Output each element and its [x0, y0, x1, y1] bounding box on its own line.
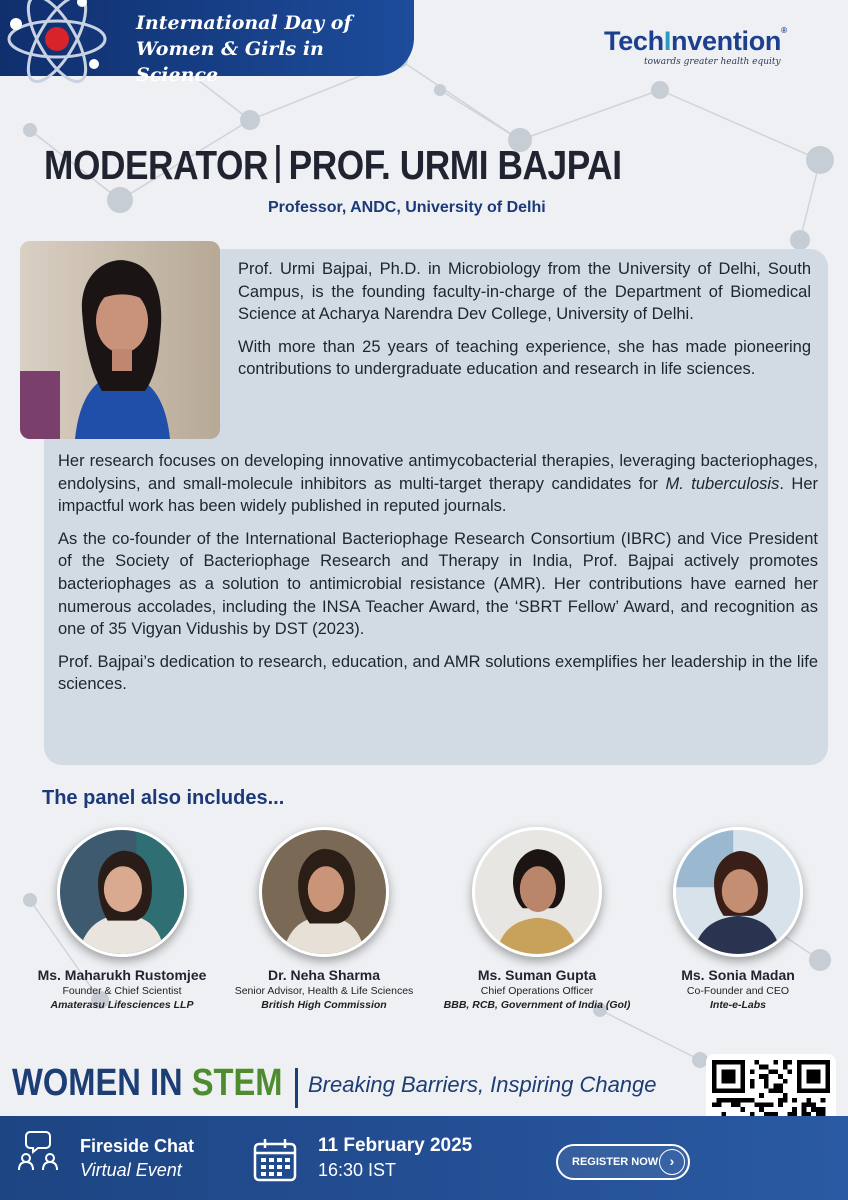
bio-block-bottom: [58, 450, 818, 706]
techinvention-logo: [604, 26, 804, 80]
logo-text-part2: nvention: [671, 26, 782, 56]
tagline-divider: [295, 1068, 298, 1108]
bio-text: . Her impactful work has been widely published in reputed journals.: [58, 474, 818, 516]
panelist-card: [27, 827, 217, 1011]
moderator-name: PROF. URMI BAJPAI: [288, 142, 622, 188]
bio-text: Her research focuses on developing innovative antimycobacterial therapies, leveraging bacteriophages, endolysins, and small-molecule inhibitors as multi-target therapy candidates for: [58, 452, 818, 493]
title-divider: [277, 145, 280, 183]
chevron-right-icon: ›: [659, 1149, 685, 1175]
event-footer: [0, 1116, 848, 1200]
avatar: [472, 827, 602, 957]
panelist-card: [643, 827, 833, 1011]
bio-paragraph: As the co-founder of the International Bacteriophage Research Consortium (IBRC) and Vice President of the Society of Bacteriophage Research and Therapy in India, Prof. Bajpai actively promotes bacteriophages as a solution to antimicrobial resistance (AMR). Her contributions have earned her numerous accolades, including the INSA Teacher Award, the ‘SBRT Fellow’ Award, and recognition as one of 35 Vigyan Vidushis by DST (2023).: [58, 529, 818, 639]
stem-title: [12, 1062, 283, 1105]
logo-text-part1: Tech: [604, 26, 664, 56]
calendar-icon: [252, 1137, 298, 1183]
panelist-card: [442, 827, 632, 1011]
event-type: Virtual Event: [80, 1160, 182, 1180]
moderator-label: MODERATOR: [44, 142, 269, 188]
panelist-org: British High Commission: [261, 999, 387, 1011]
panelist-card: [229, 827, 419, 1011]
women-in-stem-tagline: [12, 1062, 657, 1105]
banner-title-line1: International Day of: [136, 12, 352, 34]
panelist-role: Co-Founder and CEO: [686, 985, 790, 997]
bio-block-top: [238, 258, 811, 391]
event-banner-title: [136, 10, 406, 88]
logo-registered-mark: ®: [781, 26, 787, 35]
stem-subtitle: Breaking Barriers, Inspiring Change: [308, 1072, 657, 1097]
logo-tagline: towards greater health equity: [644, 57, 781, 67]
avatar: [673, 827, 803, 957]
avatar: [259, 827, 389, 957]
panelist-name: Ms. Suman Gupta: [477, 967, 597, 983]
logo-i-mark: I: [663, 26, 672, 56]
panelist-role: Founder & Chief Scientist: [62, 985, 182, 997]
bio-paragraph: Prof. Bajpai’s dedication to research, education, and AMR solutions exemplifies her leadership in the life sciences.: [58, 652, 818, 694]
moderator-heading: [44, 142, 622, 192]
panelist-name: Ms. Sonia Madan: [681, 967, 795, 983]
avatar: [57, 827, 187, 957]
chat-icon: [16, 1128, 60, 1172]
stem-title-part1: WOMEN IN: [12, 1062, 192, 1104]
register-button-label: REGISTER NOW: [572, 1156, 659, 1168]
panelist-org: Inte-e-Labs: [709, 999, 766, 1011]
panel-heading: The panel also includes...: [42, 787, 285, 809]
atom-icon: [2, 0, 112, 94]
panelist-org: BBB, RCB, Government of India (GoI): [443, 999, 631, 1011]
moderator-photo: [20, 241, 220, 439]
bio-species-name: M. tuberculosis: [665, 474, 780, 493]
bio-paragraph: Prof. Urmi Bajpai, Ph.D. in Microbiology from the University of Delhi, South Campus, is the founding faculty-in-charge of the Department of Biomedical Science at Acharya Narendra Dev College, University of Delhi.: [238, 260, 811, 324]
panelist-role: Chief Operations Officer: [480, 985, 594, 997]
stem-title-part2: STEM: [191, 1062, 283, 1104]
bio-paragraph: With more than 25 years of teaching experience, she has made pioneering contributions to undergraduate education and research in life sciences.: [238, 337, 811, 379]
panelist-org: Amaterasu Lifesciences LLP: [50, 999, 194, 1011]
moderator-subtitle: Professor, ANDC, University of Delhi: [268, 199, 546, 216]
event-title: Fireside Chat: [80, 1136, 195, 1156]
panelist-name: Ms. Maharukh Rustomjee: [37, 967, 207, 983]
event-time: 16:30 IST: [318, 1160, 397, 1180]
bio-paragraph: [58, 450, 818, 518]
event-date: 11 February 2025: [318, 1135, 473, 1156]
panelist-name: Dr. Neha Sharma: [267, 967, 381, 983]
register-now-button[interactable]: [556, 1144, 690, 1180]
panelist-role: Senior Advisor, Health & Life Sciences: [234, 985, 414, 997]
banner-title-line2: Women & Girls in Science: [136, 38, 324, 86]
